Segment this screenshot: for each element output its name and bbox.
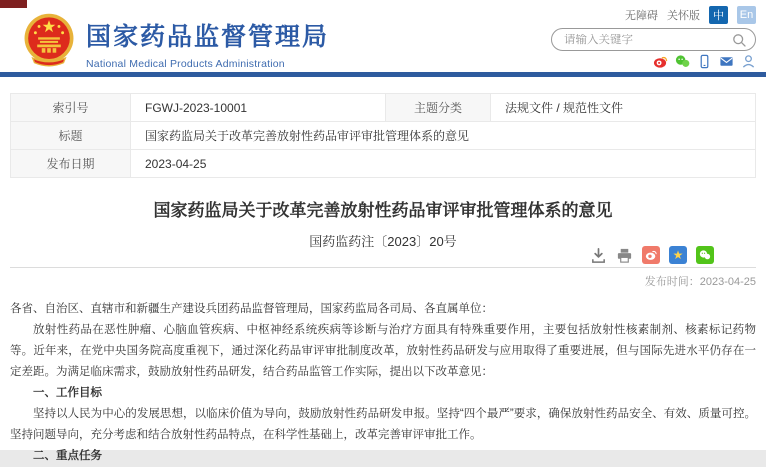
topic-value: 法规文件 / 规范性文件 xyxy=(491,94,756,122)
lang-english-button[interactable]: En xyxy=(737,6,756,24)
document-meta-table xyxy=(10,93,756,178)
site-title-cn: 国家药品监督管理局 xyxy=(86,23,330,51)
wechat-icon[interactable] xyxy=(675,54,690,69)
print-icon[interactable] xyxy=(616,247,633,264)
index-value: FGWJ-2023-10001 xyxy=(131,94,386,122)
utility-bar xyxy=(625,6,756,24)
site-title-en: National Medical Products Administration xyxy=(86,58,285,70)
lang-chinese-button[interactable]: 中 xyxy=(709,6,728,24)
publish-divider xyxy=(10,267,756,268)
weibo-icon[interactable] xyxy=(653,54,668,69)
intro-paragraph: 放射性药品在恶性肿瘤、心脑血管疾病、中枢神经系统疾病等诊断与治疗方面具有特殊重要作用，主要包括放射性核素制剂、核素标记药物等。近年来，在党中央国务院高度重视下，通过深化药品审评审批制度改革，放射性药品研发与应用取得了重要进展，但与国际先进水平仍存在一定差距。为满足临床需求，鼓励放射性药品研发，结合药品监管工作实际，提出以下改革意见： xyxy=(10,324,756,378)
article-toolbar xyxy=(590,246,714,264)
mobile-icon[interactable] xyxy=(697,54,712,69)
social-links xyxy=(653,54,756,69)
download-icon[interactable] xyxy=(590,247,607,264)
title-value: 国家药监局关于改革完善放射性药品审评审批管理体系的意见 xyxy=(131,122,756,150)
corner-red-strip xyxy=(0,0,27,8)
salutation: 各省、自治区、直辖市和新疆生产建设兵团药品监督管理局，国家药监局各司局、各直属单位： xyxy=(10,303,493,315)
publish-time: 发布时间：2023-04-25 xyxy=(644,276,756,288)
favorite-star-icon[interactable]: ★ xyxy=(669,246,687,264)
article-body xyxy=(10,299,756,467)
table-row xyxy=(11,122,756,150)
section2-heading: 二、重点任务 xyxy=(33,450,102,462)
national-emblem-logo xyxy=(20,11,78,69)
user-icon[interactable] xyxy=(741,54,756,69)
mail-icon[interactable] xyxy=(719,54,734,69)
page-title: 国家药监局关于改革完善放射性药品审评审批管理体系的意见 xyxy=(153,201,613,220)
date-label: 发布日期 xyxy=(11,150,131,178)
section1-heading: 一、工作目标 xyxy=(33,387,102,399)
table-row xyxy=(11,150,756,178)
header-divider-bar xyxy=(0,72,766,77)
section1-paragraph: 坚持以人民为中心的发展思想，以临床价值为导向，鼓励放射性药品研发申报。坚持“四个最严”要求，确保放射性药品安全、有效、质量可控。坚持问题导向，充分考虑和结合放射性药品特点，在科学性基础上，改革完善审评审批工作。 xyxy=(10,408,756,441)
index-label: 索引号 xyxy=(11,94,131,122)
topic-label: 主题分类 xyxy=(386,94,491,122)
search-input[interactable] xyxy=(564,34,731,46)
date-value: 2023-04-25 xyxy=(131,150,756,178)
site-header xyxy=(0,0,766,72)
share-weibo-icon[interactable] xyxy=(642,246,660,264)
table-row xyxy=(11,94,756,122)
title-label: 标题 xyxy=(11,122,131,150)
search-icon[interactable] xyxy=(731,32,747,48)
care-version-link[interactable]: 关怀版 xyxy=(667,10,700,22)
document-number: 国药监药注〔2023〕20号 xyxy=(309,234,457,249)
site-brand xyxy=(86,17,329,70)
search-box xyxy=(551,28,756,51)
accessibility-link[interactable]: 无障碍 xyxy=(625,10,658,22)
share-wechat-icon[interactable] xyxy=(696,246,714,264)
